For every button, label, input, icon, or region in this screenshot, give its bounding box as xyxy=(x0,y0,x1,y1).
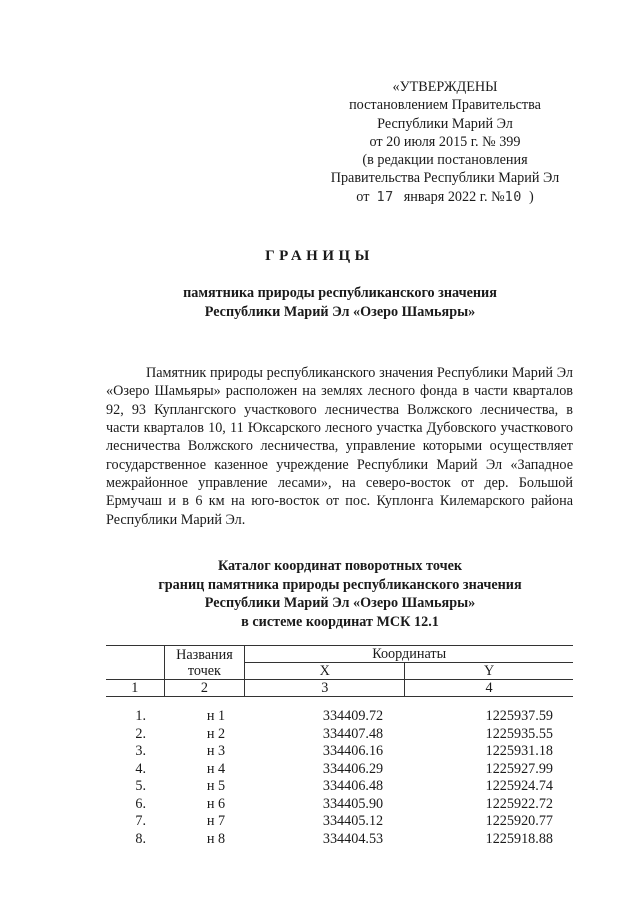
document-title: ГРАНИЦЫ xyxy=(265,248,374,264)
approval-line: Правительства Республики Марий Эл xyxy=(330,170,560,187)
table-row xyxy=(106,796,573,814)
coord-x: 334406.48 xyxy=(322,778,384,794)
header-x: X xyxy=(245,663,405,680)
table-row xyxy=(106,831,573,849)
point-name: н 4 xyxy=(206,760,226,777)
coord-y: 1225918.88 xyxy=(485,830,553,847)
row-number: 4. xyxy=(135,760,146,777)
coord-y: 1225927.99 xyxy=(485,760,553,777)
approval-line: Республики Марий Эл xyxy=(377,115,513,132)
point-name: н 1 xyxy=(206,708,226,724)
approval-day: 17 xyxy=(376,188,394,205)
table-row xyxy=(106,726,573,744)
column-number-1: 1 xyxy=(106,680,164,697)
row-number: 8. xyxy=(135,830,146,847)
table-row xyxy=(106,708,573,726)
coordinates-table-header xyxy=(106,645,573,697)
row-number: 3. xyxy=(135,743,146,759)
header-names-line1: Названия xyxy=(176,646,233,663)
subtitle-line: Республики Марий Эл «Озеро Шамьяры» xyxy=(204,303,476,320)
header-names-cell xyxy=(164,646,245,680)
subtitle-line: памятника природы республиканского значения xyxy=(183,285,497,301)
approval-line: (в редакции постановления xyxy=(362,152,528,169)
coord-y: 1225931.18 xyxy=(485,743,553,759)
document-subtitle xyxy=(100,284,580,321)
coord-y: 1225937.59 xyxy=(485,708,553,724)
coord-x: 334404.53 xyxy=(322,830,384,847)
catalog-title xyxy=(100,557,580,631)
approval-prefix: от xyxy=(356,188,370,205)
header-y: Y xyxy=(405,663,573,680)
row-number: 5. xyxy=(135,778,146,794)
description-paragraph: Памятник природы республиканского значения Республики Марий Эл «Озеро Шамьяры» расположен на землях лесного фонда в части кварталов 92, 93 Куплангского участкового лесничества Волжского лесничества, в части кварталов 10, 11 Юксарского лесного участка Дубовского участкового лесничества Волжского лесничества, управление которыми осуществляет государственное казенное учреждение Республики Марий Эл «Западное межрайонное управление лесами», на северо-восток от дер. Большой Ермучаш и в 6 км на юго-восток от пос. Куплонга Килемарского района Республики Марий Эл. xyxy=(106,365,573,528)
table-row xyxy=(106,743,573,761)
table-row xyxy=(106,813,573,831)
point-name: н 5 xyxy=(206,778,226,794)
approval-date-line xyxy=(300,188,590,206)
coord-y: 1225935.55 xyxy=(485,725,553,742)
row-number: 1. xyxy=(135,708,146,724)
point-name: н 3 xyxy=(206,743,226,759)
approval-line: постановлением Правительства xyxy=(349,97,541,114)
point-name: н 6 xyxy=(206,795,226,812)
catalog-title-line: Каталог координат поворотных точек xyxy=(217,558,463,574)
row-number: 6. xyxy=(135,795,146,812)
coord-x: 334409.72 xyxy=(322,708,384,724)
catalog-title-line: границ памятника природы республиканского значения xyxy=(158,576,522,593)
approval-number: 10 xyxy=(504,188,522,205)
approval-suffix: ) xyxy=(528,188,534,205)
coord-y: 1225920.77 xyxy=(485,813,553,829)
approval-block xyxy=(300,78,590,206)
table-row xyxy=(106,778,573,796)
point-name: н 7 xyxy=(206,813,226,829)
point-name: н 8 xyxy=(206,830,226,847)
row-number: 7. xyxy=(135,813,146,829)
row-number: 2. xyxy=(135,725,146,742)
header-coordinates: Координаты xyxy=(245,646,573,663)
coord-x: 334405.90 xyxy=(322,795,384,812)
header-number-cell xyxy=(106,646,164,680)
catalog-title-line: в системе координат МСК 12.1 xyxy=(241,613,439,630)
coord-y: 1225922.72 xyxy=(485,795,553,812)
coord-x: 334406.16 xyxy=(322,743,384,759)
column-number-2: 2 xyxy=(164,680,245,697)
coord-x: 334405.12 xyxy=(322,813,384,829)
coord-y: 1225924.74 xyxy=(485,778,553,794)
coord-x: 334406.29 xyxy=(322,760,384,777)
header-names-line2: точек xyxy=(187,662,221,679)
point-name: н 2 xyxy=(206,725,226,742)
column-number-4: 4 xyxy=(405,680,573,697)
coord-x: 334407.48 xyxy=(322,725,384,742)
catalog-title-line: Республики Марий Эл «Озеро Шамьяры» xyxy=(204,595,476,611)
approval-line: от 20 июля 2015 г. № 399 xyxy=(369,133,521,150)
approval-month: января 2022 г. № xyxy=(403,188,505,205)
table-row xyxy=(106,761,573,779)
coordinates-table-body xyxy=(106,708,573,848)
approval-line: «УТВЕРЖДЕНЫ xyxy=(392,79,498,95)
column-number-3: 3 xyxy=(245,680,405,697)
